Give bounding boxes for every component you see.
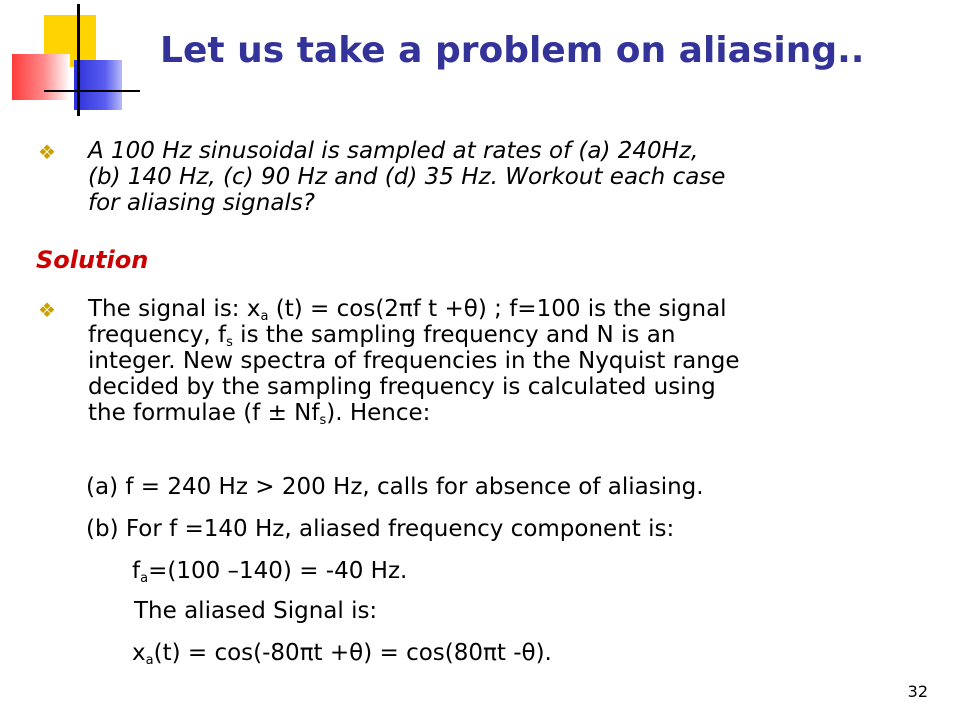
question-line: A 100 Hz sinusoidal is sampled at rates of (a) 240Hz, bbox=[88, 138, 699, 164]
signal-paragraph bbox=[88, 296, 740, 426]
signal-line: The signal is: $x_a$ (t) = cos(2πf t +θ) ; f=100 is the signal bbox=[88, 296, 727, 324]
slide-title: Let us take a problem on aliasing.. bbox=[160, 30, 865, 71]
aliased-signal-equation: $x_a(t) = \cos(-80\pi t +\theta) = \cos(80\pi t$ -θ). bbox=[132, 640, 552, 668]
question-line: for aliasing signals? bbox=[88, 190, 315, 216]
bullet-icon: ❖ bbox=[38, 298, 56, 322]
solution-heading: Solution bbox=[36, 246, 149, 274]
signal-line: frequency, $f_s$ is the sampling frequency and N is an bbox=[88, 322, 676, 350]
question-line: (b) 140 Hz, (c) 90 Hz and (d) 35 Hz. Workout each case bbox=[88, 164, 726, 190]
aliased-frequency-line: $f_a=(100$ –140) = -40 Hz. bbox=[132, 558, 408, 586]
case-a-text: (a) f = 240 Hz > 200 Hz, calls for absence of aliasing. bbox=[86, 474, 704, 500]
case-b-text: (b) For f =140 Hz, aliased frequency component is: bbox=[86, 516, 675, 542]
corner-logo-icon bbox=[0, 0, 140, 120]
signal-line: decided by the sampling frequency is calculated using bbox=[88, 374, 716, 400]
logo-red-square bbox=[12, 54, 70, 100]
logo-blue-square bbox=[74, 60, 122, 110]
logo-horizontal-line bbox=[44, 90, 140, 92]
bullet-icon: ❖ bbox=[38, 140, 56, 164]
logo-vertical-line bbox=[77, 4, 80, 116]
signal-line: the formulae $(f \pm Nf_s)$. Hence: bbox=[88, 400, 431, 428]
aliased-signal-label: The aliased Signal is: bbox=[134, 598, 378, 624]
page-number: 32 bbox=[907, 682, 928, 701]
signal-line: integer. New spectra of frequencies in the Nyquist range bbox=[88, 348, 740, 374]
question-text bbox=[88, 138, 725, 216]
